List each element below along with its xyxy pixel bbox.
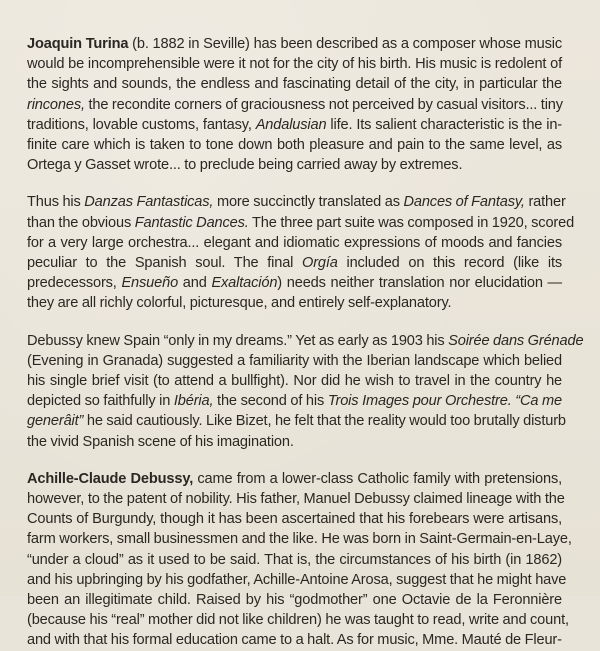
text-line: [27, 233, 562, 253]
text-line: [27, 590, 562, 610]
text-run: predecessors,: [27, 275, 122, 292]
text-run: finite care which is taken to tone down both pleasure and pain to the same level, as: [27, 137, 562, 154]
text-run: (because his “real” mother did not like children) he was taught to read, write and count,: [27, 612, 569, 629]
text-run: the vivid Spanish scene of his imagination.: [27, 433, 294, 450]
paragraph-debussy-biography: [27, 469, 572, 651]
text-run: included on this record (like its: [337, 255, 562, 272]
text-run: however, to the patent of nobility. His father, Manuel Debussy claimed lineage with the: [27, 491, 565, 508]
text-run: depicted so faithfully in: [27, 393, 174, 410]
text-line: [27, 253, 562, 273]
text-line: [27, 469, 562, 489]
text-line: [27, 273, 562, 293]
text-line: [27, 610, 569, 630]
text-run: (b. 1882 in Seville) has been described as a composer whose music: [128, 36, 562, 52]
text-line: [27, 411, 566, 431]
text-run: (Evening in Granada) suggested a familiarity with the Iberian landscape which belied: [27, 352, 562, 369]
text-run: his single brief visit (to attend a bullfight). Nor did he wish to travel in the country he: [27, 373, 562, 390]
text-run: peculiar to the Spanish soul. The final: [27, 255, 302, 272]
text-run: he said cautiously. Like Bizet, he felt that the reality would too brutally disturb: [83, 413, 566, 430]
italic-term: Soirée dans Grénade: [448, 332, 584, 349]
italic-term: Ensueño: [121, 275, 179, 292]
text-run: Thus his: [27, 194, 85, 211]
text-run: “under a cloud” as it used to be said. That is, the circumstances of his birth (in 1862): [27, 551, 562, 568]
italic-term: Ibéria,: [173, 393, 214, 410]
text-run: would be incomprehensible were it not for the city of his birth. His music is redolent of: [27, 56, 562, 73]
text-run: than the obvious: [27, 214, 135, 231]
text-run: they are all richly colorful, picturesque, and entirely self-explanatory.: [27, 295, 452, 312]
bold-name: Joaquin Turina: [27, 36, 129, 52]
italic-term: generâit”: [27, 413, 84, 430]
text-run: rather: [524, 194, 566, 211]
text-run: the recondite corners of graciousness not perceived by casual visitors... tiny: [84, 96, 563, 113]
text-run: The three part suite was composed in 1920, scored: [248, 214, 575, 231]
text-line: [27, 155, 562, 175]
text-run: for a very large orchestra... elegant and idiomatic expressions of moods and fancies: [27, 234, 562, 251]
text-run: the sights and sounds, the endless and fascinating detail of the city, in particular the: [27, 76, 562, 93]
text-line: [27, 529, 572, 549]
text-line: [27, 570, 567, 590]
paragraph-debussy-spain: [27, 331, 584, 452]
italic-term: Fantastic Dances.: [134, 214, 249, 231]
text-line: [27, 391, 562, 411]
text-run: and his upbringing by his godfather, Achille-Antoine Arosa, suggest that he might have: [27, 571, 567, 588]
text-run: traditions, lovable customs, fantasy,: [27, 116, 256, 133]
text-run: ) needs neither translation nor elucidation —: [277, 275, 562, 292]
text-line: [27, 371, 562, 391]
italic-term: Dances of Fantasy,: [403, 194, 525, 211]
paragraph-turina: [27, 34, 562, 175]
italic-term: Trois Images pour Orchestre. “Ca me: [327, 393, 562, 410]
text-line: [27, 95, 562, 115]
text-run: farm workers, small businessmen and the like. He was born in Saint-Germain-en-Laye,: [27, 531, 572, 548]
text-line: [27, 74, 562, 94]
italic-term: Exaltación: [211, 275, 278, 292]
text-line: [27, 192, 566, 212]
text-run: and with that his formal education came to a halt. As for music, Mme. Mauté de Fleur-: [27, 632, 562, 649]
text-run: Ortega y Gasset wrote... to preclude being carried away by extremes.: [27, 157, 463, 174]
text-line: [27, 630, 562, 650]
italic-term: rincones,: [27, 96, 85, 113]
text-line: [27, 115, 562, 135]
text-line: [27, 432, 562, 452]
text-run: the second of his: [213, 393, 328, 410]
italic-term: Andalusian: [255, 116, 327, 133]
text-line: [27, 509, 562, 529]
italic-term: Orgía: [302, 255, 338, 272]
text-line: [27, 351, 562, 371]
text-run: been an illegitimate child. Raised by his “godmother” one Octavie de la Feronnière: [27, 592, 562, 609]
text-run: and: [178, 275, 212, 292]
italic-term: Danzas Fantasticas,: [84, 194, 214, 211]
text-run: Counts of Burgundy, though it has been ascertained that his forebears were artisans,: [27, 511, 562, 528]
text-line: [27, 34, 562, 54]
text-line: [27, 331, 584, 351]
text-run: more succinctly translated as: [213, 194, 404, 211]
liner-notes-text: [27, 34, 584, 651]
text-line: [27, 135, 562, 155]
text-line: [27, 489, 565, 509]
text-run: came from a lower-class Catholic family with pretensions,: [193, 470, 562, 487]
text-run: Debussy knew Spain “only in my dreams.” Yet as early as 1903 his: [27, 332, 449, 349]
text-run: life. Its salient characteristic is the in-: [326, 116, 562, 133]
bold-name: Achille-Claude Debussy,: [27, 470, 194, 487]
paragraph-danzas-fantasticas: [27, 192, 575, 313]
text-line: [27, 213, 575, 233]
text-line: [27, 293, 562, 313]
text-line: [27, 550, 562, 570]
text-line: [27, 54, 562, 74]
